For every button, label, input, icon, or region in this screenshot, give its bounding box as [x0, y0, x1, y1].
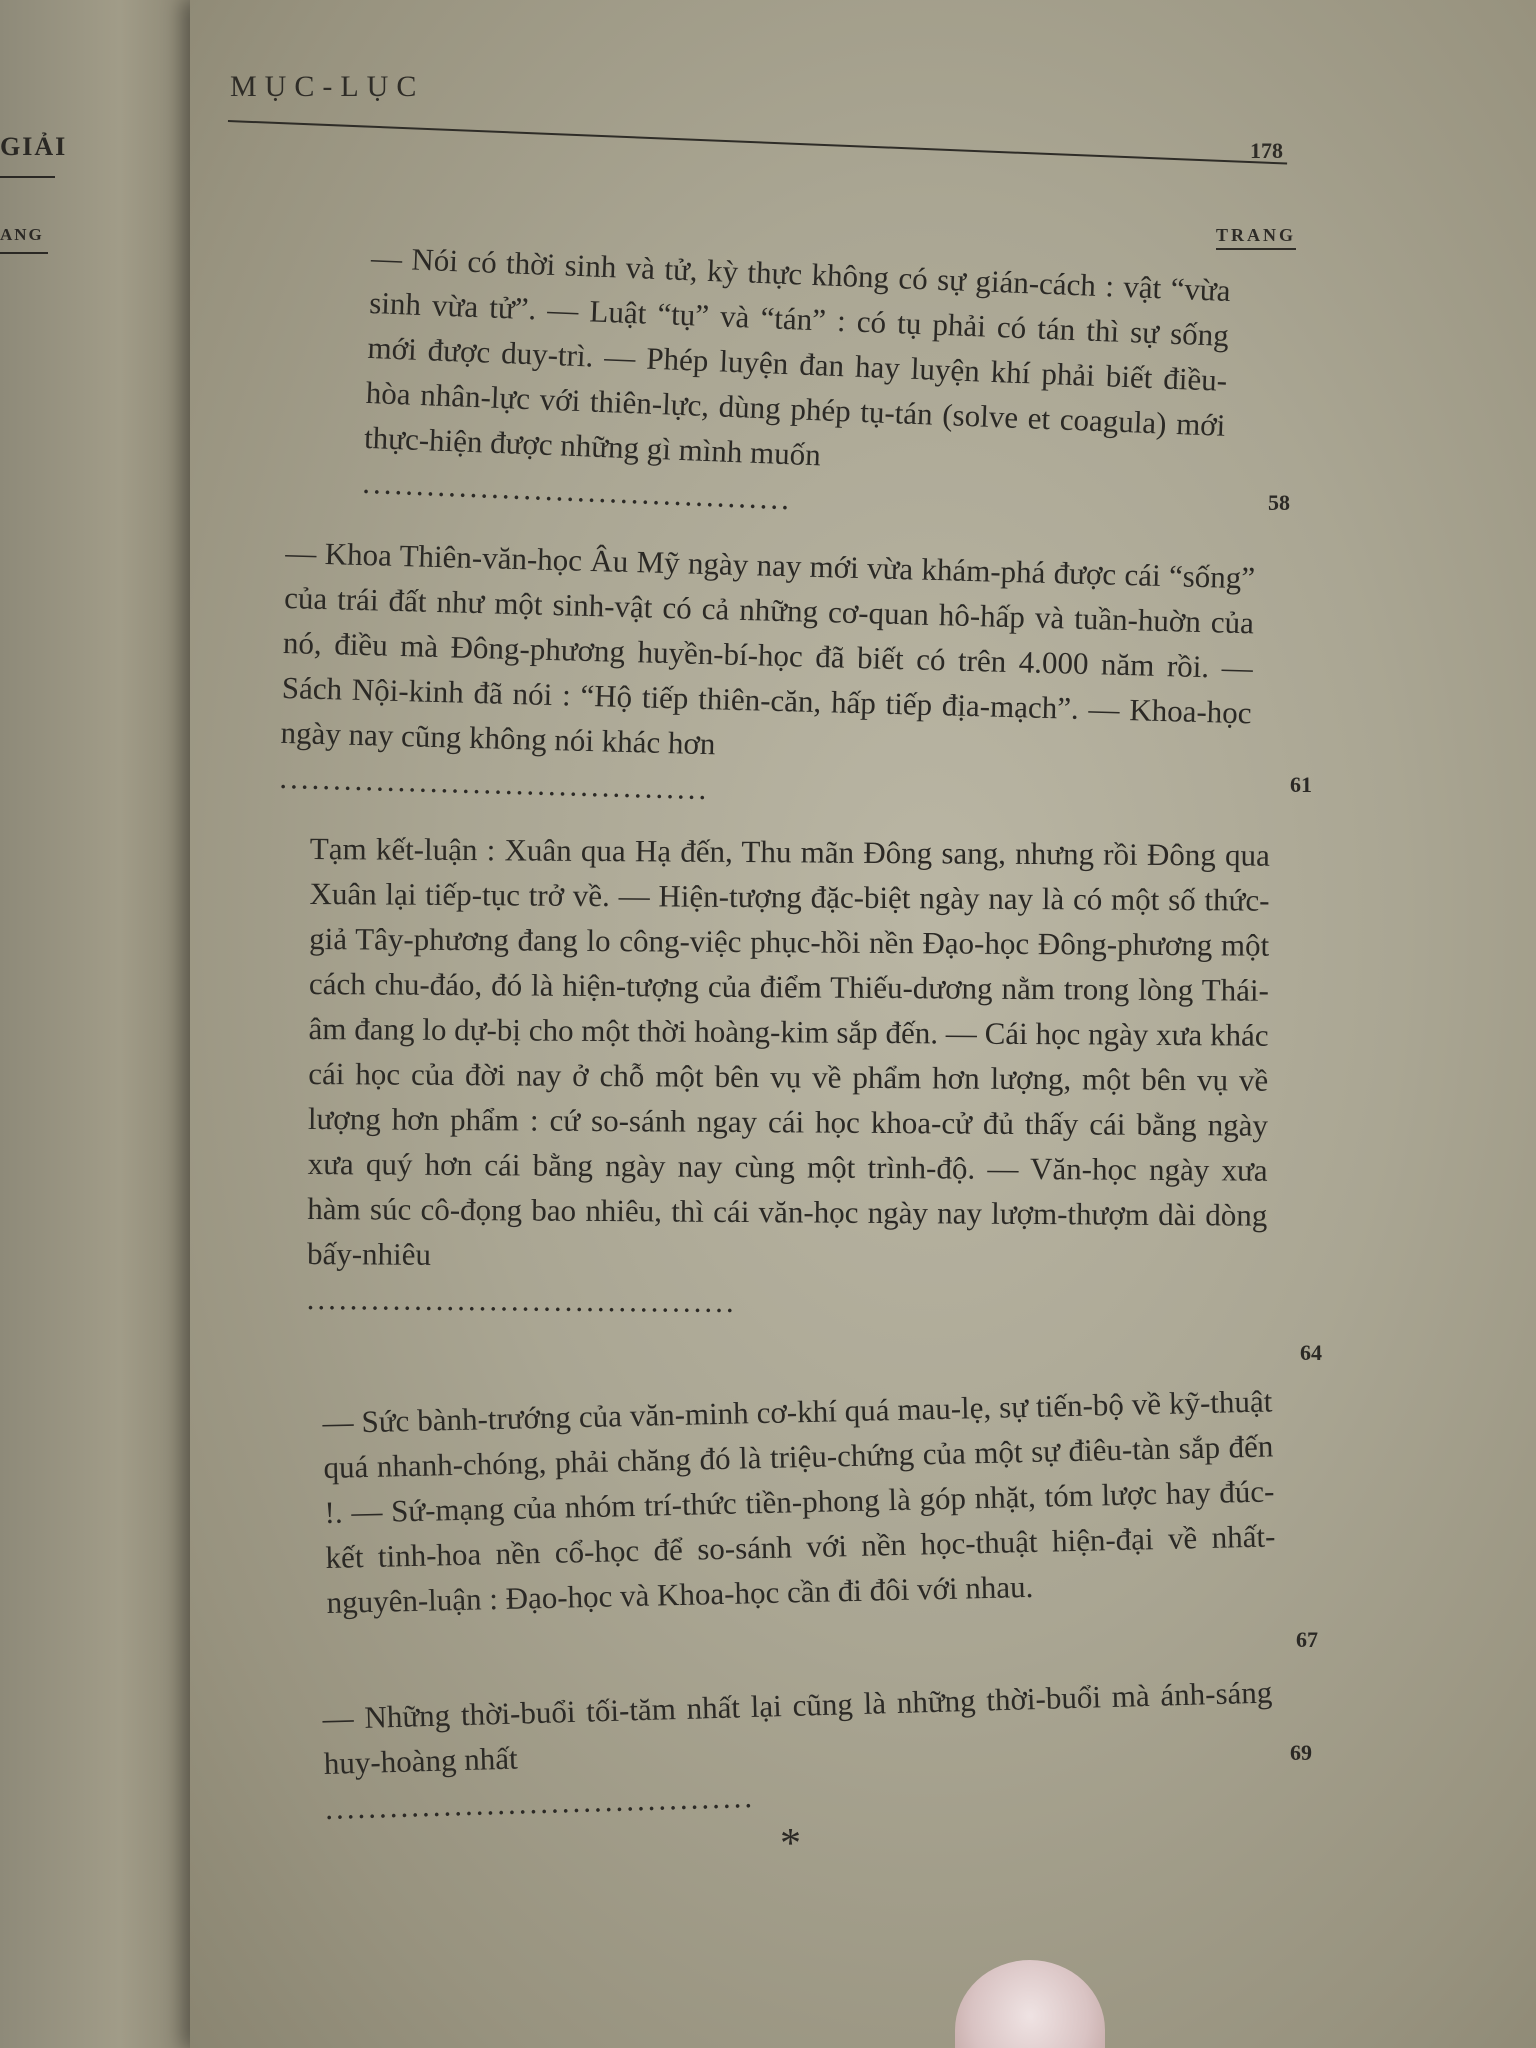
page-title: MỤC-LỤC — [230, 70, 425, 103]
left-page-trang-fragment: ANG — [0, 225, 44, 244]
toc-entry — [279, 530, 1256, 825]
toc-entry-page-number: 61 — [1290, 772, 1312, 797]
page-number: 178 — [1250, 138, 1283, 163]
toc-entry-text: — Nói có thời sinh và tử, kỳ thực không có sự gián-cách : vật “vừa sinh vừa tử”. — Luật “tụ” và “tán” : có tụ phải có tán thì sự sống mới được duy-trì. — Phép luyện đan hay luyện khí phải biết điều-hòa nhân-lực với thiên-lực, dùng phép tụ-tán (solve et coagula) mới thực-hiện được những gì mình muốn — [363, 239, 1232, 473]
dot-leader: ........................................ — [361, 464, 793, 517]
toc-entry — [362, 235, 1232, 538]
toc-entry-page-number: 67 — [1296, 1627, 1318, 1652]
trang-column-label: TRANG — [1216, 225, 1296, 250]
section-ornament: * — [780, 1821, 801, 1867]
toc-entry-text: — Sức bành-trướng của văn-minh cơ-khí quá mau-lẹ, sự tiến-bộ về kỹ-thuật quá nhanh-chóng, phải chăng đó là triệu-chứng của một sự điêu-tàn sắp đến !. — Sứ-mạng của nhóm trí-thức tiền-phong là góp nhặt, tóm lược hay đúc-kết tinh-hoa nền cổ-học để so-sánh với nền học-thuật hiện-đại về nhất-nguyên-luận : Đạo-học và Khoa-học cần đi đôi với nhau. — [322, 1383, 1276, 1620]
toc-entry — [322, 1378, 1277, 1624]
toc-entry — [322, 1669, 1275, 1830]
dot-leader: ........................................ — [324, 1778, 756, 1826]
toc-entry-page-number: 64 — [1300, 1340, 1322, 1365]
toc-entry — [307, 826, 1270, 1328]
left-page-header-rule — [0, 176, 55, 178]
toc-entry-text: — Những thời-buổi tối-tăm nhất lại cũng là những thời-buổi mà ánh-sáng huy-hoàng nhất — [322, 1674, 1273, 1781]
dot-leader: ........................................ — [279, 759, 710, 807]
left-page-trang-rule — [0, 252, 48, 254]
left-page-header-fragment: GIẢI — [0, 132, 68, 161]
toc-entry-page-number: 69 — [1290, 1740, 1312, 1765]
toc-entry-text: — Khoa Thiên-văn-học Âu Mỹ ngày nay mới vừa khám-phá được cái “sống” của trái đất như một sinh-vật có cả những cơ-quan hô-hấp và tuần-huờn của nó, điều mà Đông-phương huyền-bí-học đã biết có trên 4.000 năm rồi. — Sách Nội-kinh đã nói : “Hộ tiếp thiên-căn, hấp tiếp địa-mạch”. — Khoa-học ngày nay cũng không nói khác hơn — [280, 534, 1256, 762]
toc-entry-page-number: 58 — [1268, 490, 1290, 515]
left-page-edge — [0, 0, 200, 2048]
toc-entry-text: Tạm kết-luận : Xuân qua Hạ đến, Thu mãn Đông sang, nhưng rồi Đông qua Xuân lại tiếp-tục trở về. — Hiện-tượng đặc-biệt ngày nay là có một số thức-giả Tây-phương đang lo công-việc phục-hồi nền Đạo-học Đông-phương một cách chu-đáo, đó là hiện-tượng của điểm Thiếu-dương nằm trong lòng Thái-âm đang lo dự-bị cho một thời hoàng-kim sắp đến. — Cái học ngày xưa khác cái học của đời nay ở chỗ một bên vụ về phẩm hơn lượng, một bên vụ về lượng hơn phẩm : cứ so-sánh ngay cái học khoa-cử đủ thấy cái bằng ngày xưa quý hơn cái bằng ngày nay cùng một trình-độ. — Văn-học ngày xưa hàm súc cô-đọng bao nhiêu, thì cái văn-học ngày nay lượm-thượm dài dòng bấy-nhiêu — [306, 830, 1270, 1272]
dot-leader: ........................................ — [306, 1280, 737, 1319]
